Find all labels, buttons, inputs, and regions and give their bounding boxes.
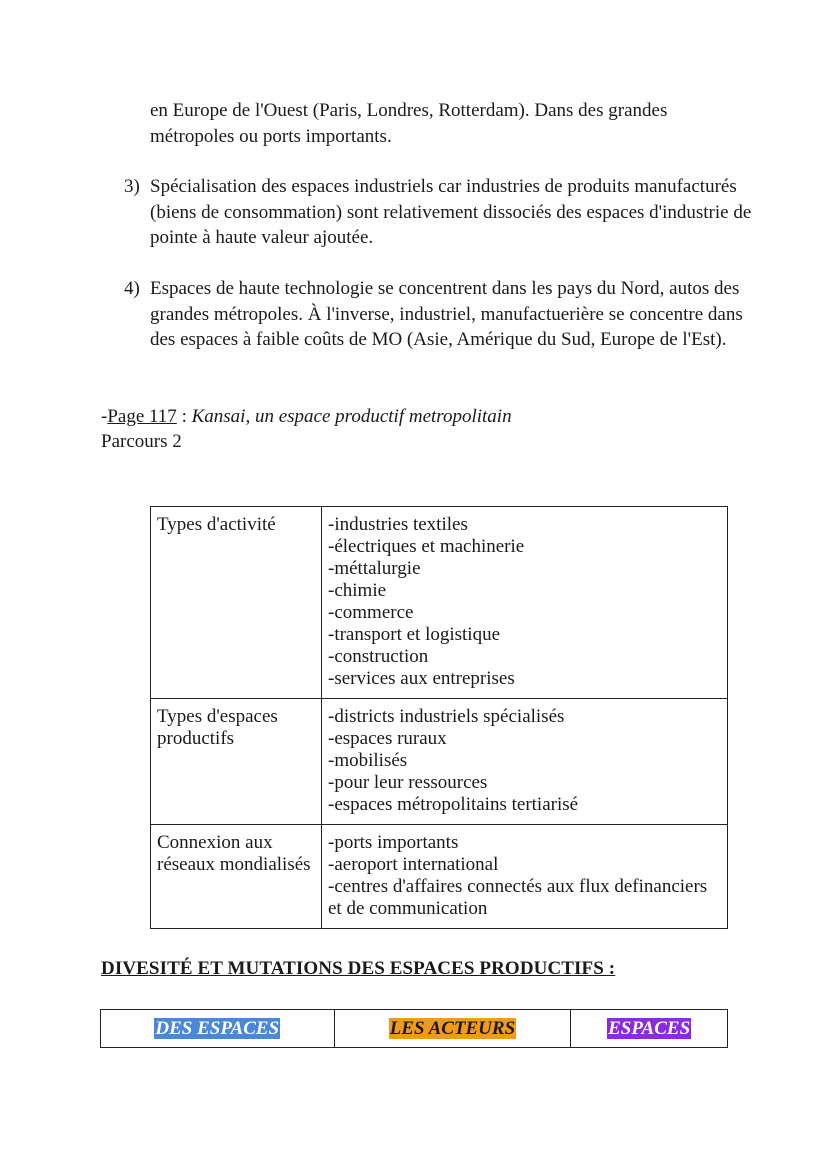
list-text: Spécialisation des espaces industriels car industries de produits manufacturés (biens de consommation) sont relativement dissociés des espaces d'industrie de pointe à haute valeur ajoutée. <box>150 176 752 248</box>
value-line: -chimie <box>328 580 387 601</box>
table-row <box>151 699 728 825</box>
value-line: -espaces ruraux <box>328 728 447 749</box>
value-line: -aeroport international <box>328 854 499 875</box>
value-line: -méttalurgie <box>328 558 421 579</box>
row-values <box>322 699 728 825</box>
highlight-espaces: ESPACES <box>608 1017 691 1039</box>
section-heading: DIVESITÉ ET MUTATIONS DES ESPACES PRODUCTIFS : <box>101 958 616 979</box>
list-item-4 <box>124 276 764 353</box>
value-line: -mobilisés <box>328 750 408 771</box>
list-item-3 <box>124 174 764 251</box>
value-line: -services aux entreprises <box>328 668 515 689</box>
row-values <box>322 825 728 929</box>
list-number: 3) <box>124 176 140 197</box>
value-line: -construction <box>328 646 429 667</box>
page-ref-separator: : <box>176 406 192 427</box>
row-label: Types d'activité <box>151 507 322 699</box>
value-line: -électriques et machinerie <box>328 536 525 557</box>
continuation-paragraph: en Europe de l'Ouest (Paris, Londres, Rotterdam). Dans des grandes métropoles ou ports importants. <box>150 100 668 147</box>
kansai-table <box>150 506 728 929</box>
actors-cell-acteurs <box>334 1010 571 1048</box>
page-ref-prefix: - <box>101 406 108 427</box>
value-line: -districts industriels spécialisés <box>328 706 565 727</box>
page-reference <box>101 404 751 430</box>
value-line: -transport et logistique <box>328 624 501 645</box>
value-line: -ports importants <box>328 832 459 853</box>
highlight-des-espaces: DES ESPACES <box>155 1017 280 1039</box>
value-line: -commerce <box>328 602 414 623</box>
actors-cell-espaces <box>101 1010 335 1048</box>
row-values <box>322 507 728 699</box>
page-ref-link[interactable]: Page 117 <box>107 406 177 427</box>
highlight-les-acteurs: LES ACTEURS <box>389 1017 516 1039</box>
page-ref-title: Kansai, un espace productif metropolitain <box>191 406 512 427</box>
value-line: -pour leur ressources <box>328 772 488 793</box>
value-line: -espaces métropolitains tertiarisé <box>328 794 579 815</box>
value-line: -centres d'affaires connectés aux flux definanciers et de communication <box>328 876 708 919</box>
list-text: Espaces de haute technologie se concentrent dans les pays du Nord, autos des grandes métropoles. À l'inverse, industriel, manufactuerière se concentre dans des espaces à faible coûts de MO (Asie, Amérique du Sud, Europe de l'Est). <box>150 278 743 350</box>
value-line: -industries textiles <box>328 514 468 535</box>
parcours-label: Parcours 2 <box>101 431 182 452</box>
table-row <box>151 507 728 699</box>
row-label: Connexion aux réseaux mondialisés <box>151 825 322 929</box>
list-number: 4) <box>124 278 140 299</box>
actors-table <box>100 1009 728 1048</box>
table-row <box>151 825 728 929</box>
actors-cell-espaces-2 <box>571 1010 728 1048</box>
row-label: Types d'espaces productifs <box>151 699 322 825</box>
